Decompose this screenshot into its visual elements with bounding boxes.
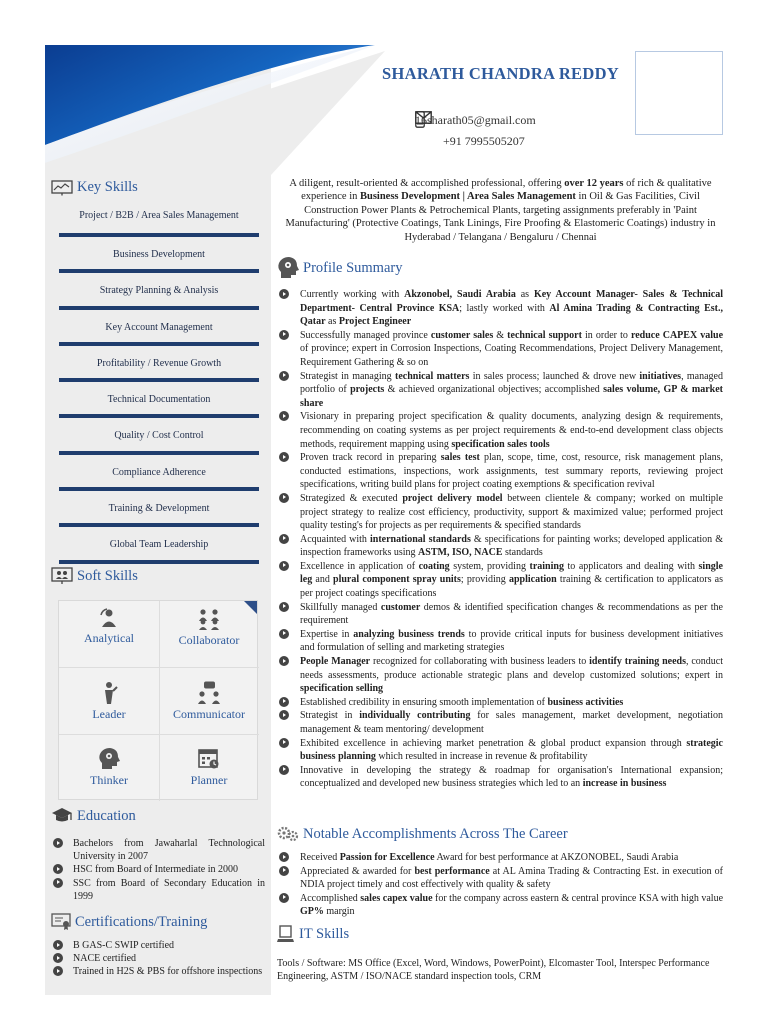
profile-summary-item: Proven track record in preparing sales test plan, scope, time, cost, resource, risk management plans, conducted estimations, inspections, work assignments, test summary reports, reviewing project specifications, writing build plans for project coating exemptions & specification revival <box>277 451 723 492</box>
profile-summary-item: Successfully managed province customer sales & technical support in order to reduce CAPEX value of province; expert in Corrosion Inspections, Coating Recommendations, Project Delivery Management, Requirement Gathering & so on <box>277 329 723 370</box>
education-heading: Education <box>51 807 136 825</box>
head-gear-icon <box>277 257 299 279</box>
soft-skills-heading: Soft Skills <box>51 567 138 585</box>
planner-calendar-icon <box>197 747 221 771</box>
profile-summary-item: Established credibility in ensuring smooth implementation of business activities <box>277 696 723 710</box>
email-text[interactable]: 16sharath05@gmail.com <box>415 112 536 127</box>
profile-summary-item: Skillfully managed customer demos & identified specification changes & recommendations as per the requirement <box>277 601 723 628</box>
education-list <box>51 837 265 903</box>
certification-item: B GAS-C SWIP certified <box>51 939 265 952</box>
profile-summary-item: Strategist in managing technical matters in sales process; launched & drove new initiatives, managed portfolio of projects & achieved organizational objectives; accomplished sales volume, GP & market share <box>277 370 723 411</box>
intro-paragraph: A diligent, result-oriented & accomplished professional, offering over 12 years of rich & qualitative experience in Business Development | Area Sales Management in Oil & Gas Facilities, Civil Construction Power Plants & Petrochemical Plants, targeting assignments preferably in 'Paint Manufacturing' (Protective Coatings, Tank Linings, Fire Proofing & Elastomeric Coatings) industry in Hyderabad / Telangana / Bengaluru / Chennai <box>285 178 716 243</box>
phone-row[interactable] <box>443 132 536 150</box>
accomplishment-item: Appreciated & awarded for best performance at AL Amina Trading & Contracting Est. in execution of NDIA project timely and cost effectively with quality & safety <box>277 865 723 892</box>
resume-page <box>45 45 728 995</box>
education-item: SSC from Board of Secondary Education in 1999 <box>51 877 265 903</box>
graduation-cap-icon <box>51 807 73 825</box>
key-skill-item: Strategy Planning & Analysis <box>59 279 259 315</box>
key-skill-item: Quality / Cost Control <box>59 424 259 460</box>
header-banner <box>45 45 728 175</box>
profile-summary-item: Acquainted with international standards & specifications for painting works; developed application & inspection frameworks using ASTM, ISO, NACE standards <box>277 533 723 560</box>
contact-block <box>415 111 536 153</box>
education-item: HSC from Board of Intermediate in 2000 <box>51 863 265 876</box>
soft-skill-leader: Leader <box>59 675 159 741</box>
communicator-icon <box>196 681 222 705</box>
profile-summary-item: Innovative in developing the strategy & roadmap for organisation's International expansion; conceptualized and developed new business strategies which led to an increase in business <box>277 764 723 791</box>
it-skills-heading: IT Skills <box>277 925 349 943</box>
accomplishment-item: Received Passion for Excellence Award for best performance at AKZONOBEL, Saudi Arabia <box>277 851 723 865</box>
key-skills-heading: Key Skills <box>51 179 138 196</box>
profile-summary-item: Visionary in preparing project specification & quality documents, analyzing design & requirements, recommending on coating systems as per project requirements & end-to-end development class objects methods, requirement mapping using specification sales tools <box>277 410 723 451</box>
key-skill-item: Global Team Leadership <box>59 533 259 569</box>
profile-summary-item: Expertise in analyzing business trends to provide critical inputs for business development initiatives and formulation of selling and marketing strategies <box>277 628 723 655</box>
key-skill-item: Business Development <box>59 243 259 279</box>
profile-summary-heading: Profile Summary <box>277 257 402 279</box>
profile-summary-item: Excellence in application of coating system, providing training to applicators and dealing with single leg and plural component spray units; providing application training & certification to applicators as per project coatings specifications <box>277 560 723 601</box>
soft-skill-analytical: Analytical <box>59 601 159 667</box>
thinker-icon <box>97 747 121 771</box>
key-skill-item: Training & Development <box>59 497 259 533</box>
candidate-name: SHARATH CHANDRA REDDY <box>382 64 620 83</box>
certifications-list <box>51 939 265 979</box>
soft-skill-collaborator: Collaborator <box>159 601 259 667</box>
accomplishments-list <box>277 851 723 919</box>
certification-item: NACE certified <box>51 952 265 965</box>
soft-skills-grid <box>58 600 258 800</box>
profile-summary-item: Strategized & executed project delivery model between clientele & company; worked on multiple project strategy to realize cost efficiency, productivity, support & maximized value; performed project quality testing's for projects as per requirements & specified standards <box>277 492 723 533</box>
left-sidebar <box>45 175 271 995</box>
soft-skill-planner: Planner <box>159 741 259 807</box>
certificate-icon <box>51 913 71 931</box>
people-screen-icon <box>51 567 73 585</box>
profile-summary-item: Currently working with Akzonobel, Saudi Arabia as Key Account Manager- Sales & Technical Department- Central Province KSA; lastly worked with Al Amina Trading & Contracting Est., Qatar as Project Engineer <box>277 288 723 329</box>
it-skills-text: Tools / Software: MS Office (Excel, Word, Windows, PowerPoint), Elcomaster Tool, Interspec Performance Engineering, ASTM / ISO/NACE standard inspection tools, CRM <box>277 958 710 983</box>
gears-icon <box>277 825 299 843</box>
chart-screen-icon <box>51 180 73 196</box>
key-skill-item: Key Account Management <box>59 316 259 352</box>
key-skill-item: Profitability / Revenue Growth <box>59 352 259 388</box>
certifications-heading: Certifications/Training <box>51 913 207 931</box>
collaborator-icon <box>196 607 222 631</box>
profile-summary-item: People Manager recognized for collaborating with business leaders to identify training needs, conduct needs assessments, produce actionable strategic plans and develop customized solutions; expert in specification selling <box>277 655 723 696</box>
profile-summary-item: Strategist in individually contributing for sales management, market development, negotiation management & team mentoring/ development <box>277 709 723 736</box>
certification-item: Trained in H2S & PBS for offshore inspections <box>51 965 265 978</box>
leader-icon <box>100 681 118 705</box>
accomplishments-heading: Notable Accomplishments Across The Career <box>277 825 568 843</box>
key-skills-list <box>59 209 259 570</box>
key-skill-item: Compliance Adherence <box>59 461 259 497</box>
soft-skill-communicator: Communicator <box>159 675 259 741</box>
key-skill-item: Technical Documentation <box>59 388 259 424</box>
education-item: Bachelors from Jawaharlal Technological University in 2007 <box>51 837 265 863</box>
phone-text[interactable]: +91 7995505207 <box>443 133 525 148</box>
key-skill-item: Project / B2B / Area Sales Management <box>59 209 259 243</box>
analytical-icon <box>98 607 120 629</box>
photo-placeholder <box>635 51 723 135</box>
laptop-icon <box>277 925 295 943</box>
profile-summary-item: Exhibited excellence in achieving market penetration & global product expansion through strategic business planning which resulted in increase in revenue & profitability <box>277 737 723 764</box>
soft-skill-thinker: Thinker <box>59 741 159 807</box>
mobile-phone-icon <box>415 111 425 128</box>
profile-summary-list <box>277 288 723 791</box>
accomplishment-item: Accomplished sales capex value for the company across eastern & central province KSA with high value GP% margin <box>277 892 723 919</box>
email-row[interactable] <box>415 111 536 129</box>
